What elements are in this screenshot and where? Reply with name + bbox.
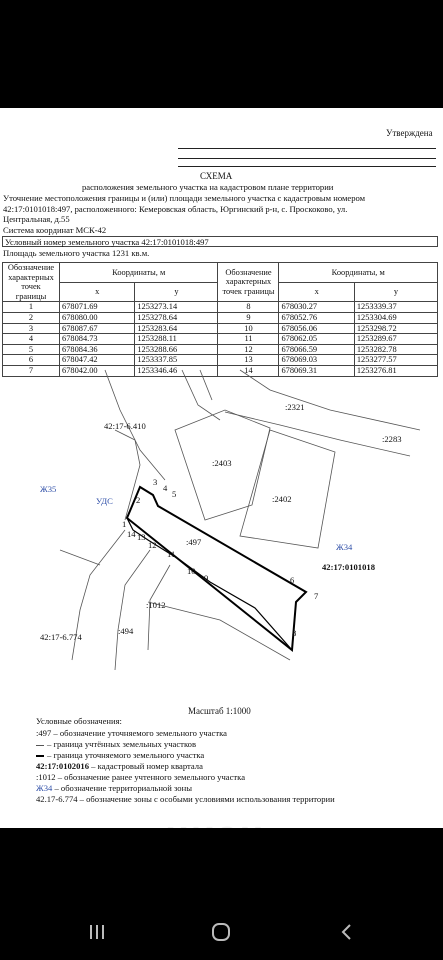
parcel-boundary-497: [127, 487, 306, 650]
parcel-outline: [60, 550, 100, 565]
table-row: [3, 323, 438, 334]
table-cell: 1253283.64: [135, 323, 218, 334]
recent-apps-icon: [88, 924, 106, 940]
table-cell: 1253289.67: [354, 334, 437, 345]
table-cell: 678087.67: [60, 323, 135, 334]
coords-header: Координаты, м: [60, 263, 218, 283]
legend-item: – граница уточняемого земельного участка: [36, 750, 204, 760]
point-label: 13: [137, 532, 146, 542]
table-cell: 678069.31: [279, 365, 354, 376]
legend-title: Условные обозначения:: [36, 716, 122, 726]
zone-label: 42:17-6.774: [40, 632, 82, 642]
parcel-number: Условный номер земельного участка 42:17:0101018:497: [5, 237, 209, 247]
table-cell: 678047.42: [60, 355, 135, 366]
table-cell: 1253277.57: [354, 355, 437, 366]
table-cell: 3: [3, 323, 60, 334]
coordinate-system: Система координат МСК-42: [3, 225, 107, 235]
table-cell: 678084.36: [60, 344, 135, 355]
point-label: 2: [136, 495, 141, 505]
table-cell: 1253298.72: [354, 323, 437, 334]
point-label: 3: [153, 477, 158, 487]
coords-header: Координаты, м: [279, 263, 438, 283]
parcel-outline-2402: [240, 430, 335, 548]
table-cell: 678084.73: [60, 334, 135, 345]
table-cell: 678030.27: [279, 302, 354, 313]
legend-item: 42.17-6.774 – обозначение зоны с особыми условиями использования территории: [36, 794, 335, 804]
legend-bold-line-icon: [36, 755, 44, 757]
watermark: циан: [165, 813, 265, 857]
point-label: 8: [292, 628, 297, 638]
document-page: [0, 108, 443, 857]
table-cell: 678071.69: [60, 302, 135, 313]
table-cell: 8: [218, 302, 279, 313]
table-cell: 678042.00: [60, 365, 135, 376]
point-label: 6: [290, 575, 295, 585]
cadastral-map: [0, 370, 443, 700]
table-cell: 678080.00: [60, 312, 135, 323]
table-cell: 4: [3, 334, 60, 345]
point-header: Обозначение характерных точек границы: [3, 263, 60, 302]
point-label: 4: [163, 483, 168, 493]
table-cell: 678066.59: [279, 344, 354, 355]
point-label: 12: [148, 540, 157, 550]
table-cell: 1253339.37: [354, 302, 437, 313]
parcel-label: :2321: [285, 402, 305, 412]
signature-line: [178, 148, 436, 149]
street-boundary: [240, 370, 420, 430]
point-label: 5: [172, 489, 177, 499]
parcel-number-box: [2, 236, 438, 247]
table-cell: 10: [218, 323, 279, 334]
table-row: [3, 344, 438, 355]
y-header: y: [354, 282, 437, 302]
table-cell: 14: [218, 365, 279, 376]
table-cell: 1253304.69: [354, 312, 437, 323]
table-row: [3, 312, 438, 323]
table-cell: 1: [3, 302, 60, 313]
signature-line: [178, 158, 436, 159]
table-cell: 1253276.81: [354, 365, 437, 376]
table-cell: 1253282.78: [354, 344, 437, 355]
table-cell: 12: [218, 344, 279, 355]
table-cell: 13: [218, 355, 279, 366]
legend-line-icon: [36, 745, 44, 746]
home-icon: [211, 922, 231, 942]
table-cell: 678069.03: [279, 355, 354, 366]
table-cell: 1253346.46: [135, 365, 218, 376]
zone-label: Ж34: [336, 542, 353, 552]
zone-label: 42:17-6.410: [104, 421, 146, 431]
document-subtitle: расположения земельного участка на кадастровом плане территории: [82, 182, 334, 192]
table-cell: 1253337.85: [135, 355, 218, 366]
legend-item: 42:17:0102016 – кадастровый номер квартала: [36, 761, 203, 771]
parcel-label: :2403: [212, 458, 232, 468]
parcel-outline: [115, 430, 140, 520]
table-cell: 678052.76: [279, 312, 354, 323]
legend-item: Ж34 – обозначение территориальной зоны: [36, 783, 192, 793]
recent-apps-button[interactable]: [77, 919, 117, 945]
point-label: 7: [314, 591, 319, 601]
table-cell: 5: [3, 344, 60, 355]
point-label: 14: [127, 529, 136, 539]
table-cell: 7: [3, 365, 60, 376]
legend-item: :1012 – обозначение ранее учтенного земельного участка: [36, 772, 246, 782]
parcel-label: :1012: [146, 600, 166, 610]
point-label: 11: [167, 549, 176, 559]
point-header: Обозначение характерных точек границы: [218, 263, 279, 302]
zone-label: УДС: [96, 496, 113, 506]
purpose-line: Уточнение местоположения границы и (или) площади земельного участка с кадастровым номером: [3, 193, 366, 203]
legend-item: – граница учтённых земельных участков: [36, 739, 196, 749]
point-label: 10: [187, 566, 196, 576]
parcel-label: :2402: [272, 494, 292, 504]
table-cell: 1253273.14: [135, 302, 218, 313]
table-cell: 6: [3, 355, 60, 366]
coordinates-table: [2, 262, 438, 377]
map-scale: Масштаб 1:1000: [188, 706, 251, 716]
back-chevron-icon: [339, 923, 353, 941]
home-button[interactable]: [201, 919, 241, 945]
legend-item: :497 – обозначение уточняемого земельного участка: [36, 728, 227, 738]
parcel-outline: [115, 550, 150, 670]
approved-label: Утверждена: [386, 128, 433, 138]
table-cell: 11: [218, 334, 279, 345]
table-cell: 1253288.11: [135, 334, 218, 345]
y-header: y: [135, 282, 218, 302]
table-cell: 2: [3, 312, 60, 323]
table-cell: 1253288.66: [135, 344, 218, 355]
x-header: x: [60, 282, 135, 302]
navigation-bar: [0, 905, 443, 960]
street-boundary: [200, 370, 212, 400]
parcel-label: :497: [186, 537, 202, 547]
document-title: СХЕМА: [200, 171, 233, 181]
table-cell: 678056.06: [279, 323, 354, 334]
table-cell: 1253278.64: [135, 312, 218, 323]
parcel-area: Площадь земельного участка 1231 кв.м.: [3, 248, 150, 258]
parcel-label: :2283: [382, 434, 402, 444]
purpose-line: Центральная, д.55: [3, 214, 70, 224]
street-boundary: [182, 370, 220, 420]
quarter-number: 42:17:0101018: [322, 562, 375, 572]
zone-label: Ж35: [40, 484, 57, 494]
table-cell: 9: [218, 312, 279, 323]
parcel-label: :494: [118, 626, 134, 636]
x-header: x: [279, 282, 354, 302]
table-row: [3, 302, 438, 313]
signature-line: [178, 166, 436, 167]
table-row: [3, 355, 438, 366]
point-label: 9: [204, 573, 209, 583]
table-row: [3, 334, 438, 345]
table-cell: 678062.05: [279, 334, 354, 345]
point-label: 1: [122, 519, 127, 529]
purpose-line: 42:17:0101018:497, расположенного: Кемеровская область, Юргинский р-н, с. Проскоково, ул.: [3, 204, 348, 214]
back-button[interactable]: [326, 919, 366, 945]
